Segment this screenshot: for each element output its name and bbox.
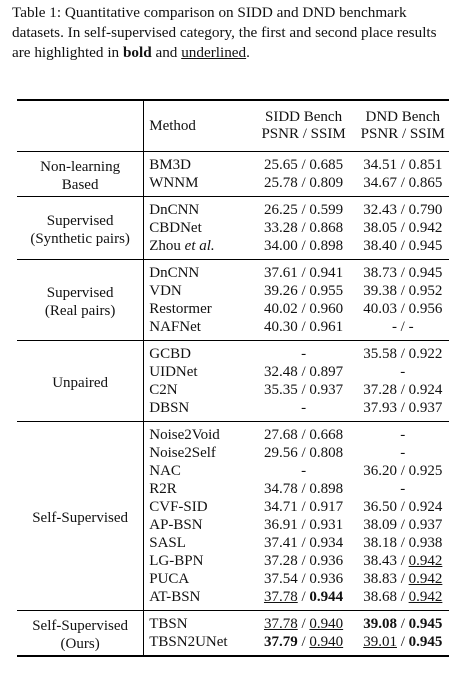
dnd-cell (357, 444, 449, 462)
method-cell (144, 318, 251, 341)
method-cell (144, 480, 251, 498)
method-cell (144, 174, 251, 197)
method-name: DnCNN (149, 202, 200, 218)
sidd-cell: 37.79 / 0.940 (263, 634, 344, 650)
sidd-cell: 33.28 / 0.868 (263, 220, 344, 236)
method-cell (144, 422, 251, 445)
dnd-cell-ssim: 0.925 (408, 463, 443, 479)
method-cell (144, 381, 251, 399)
sidd-cell-psnr: 34.71 (263, 499, 298, 515)
sidd-cell: 26.25 / 0.599 (263, 202, 344, 218)
sidd-cell-psnr: 40.02 (263, 301, 298, 317)
sidd-cell-ssim: 0.668 (309, 427, 344, 443)
method-name: DBSN (149, 400, 190, 416)
method-cell (144, 516, 251, 534)
sidd-cell-ssim: 0.897 (309, 364, 344, 380)
category-cell (17, 197, 144, 260)
method-name: LG-BPN (149, 553, 204, 569)
dnd-cell-psnr: 38.05 (363, 220, 397, 236)
sidd-cell-ssim: 0.941 (309, 265, 344, 281)
dnd-cell: 39.38 / 0.952 (363, 283, 443, 299)
method-name: BM3D (149, 157, 191, 173)
dnd-cell: 36.50 / 0.924 (363, 499, 443, 515)
dnd-cell-ssim: 0.790 (408, 202, 443, 218)
dnd-cell-psnr: 37.28 (363, 382, 397, 398)
method-cell (144, 260, 251, 283)
sidd-cell-psnr: 39.26 (263, 283, 298, 299)
category-label: Non-learning (40, 159, 121, 175)
sidd-cell (251, 399, 357, 422)
method-name: CBDNet (149, 220, 202, 236)
method-name: CVF-SID (149, 499, 208, 515)
category-sublabel: (Synthetic pairs) (30, 231, 130, 247)
method-cell (144, 341, 251, 364)
category-label: Self-Supervised (32, 510, 129, 526)
method-cell (144, 444, 251, 462)
sidd-cell-ssim: 0.868 (309, 220, 344, 236)
dnd-cell: 34.51 / 0.851 (363, 157, 443, 173)
header-method: Method (144, 100, 251, 152)
dnd-cell: 38.73 / 0.945 (363, 265, 443, 281)
category-sublabel: (Ours) (60, 636, 100, 652)
sidd-cell-psnr: 40.30 (263, 319, 298, 335)
header-dnd-title: DND Bench (365, 109, 441, 125)
caption-underline-word: underlined (181, 44, 247, 61)
method-cell (144, 282, 251, 300)
table-row (17, 611, 449, 634)
sidd-cell-psnr: 37.78 (263, 616, 298, 632)
table-header (17, 100, 449, 152)
category-cell (17, 260, 144, 341)
dnd-cell: 38.09 / 0.937 (363, 517, 443, 533)
sidd-cell: 34.71 / 0.917 (263, 499, 344, 515)
dnd-cell: 38.05 / 0.942 (363, 220, 443, 236)
dnd-cell-ssim: 0.945 (408, 634, 443, 650)
header-dnd-metric: PSNR / SSIM (360, 126, 445, 142)
method-cell (144, 197, 251, 220)
sidd-cell: 40.02 / 0.960 (263, 301, 344, 317)
method-cell (144, 219, 251, 237)
category-cell (17, 422, 144, 611)
sidd-cell-psnr: 37.79 (263, 634, 298, 650)
category-sublabel: (Real pairs) (44, 303, 116, 319)
category-cell (17, 152, 144, 197)
method-cell (144, 152, 251, 175)
method-name: AP-BSN (149, 517, 203, 533)
sidd-cell-ssim: 0.940 (309, 616, 344, 632)
dnd-cell-ssim: 0.938 (408, 535, 443, 551)
table-row (17, 341, 449, 364)
dnd-cell-psnr: 35.58 (363, 346, 397, 362)
sidd-cell: 40.30 / 0.961 (263, 319, 344, 335)
method-name: TBSN (149, 616, 188, 632)
dnd-cell-ssim: 0.937 (408, 517, 443, 533)
table-row (17, 422, 449, 445)
method-name: TBSN2UNet (149, 634, 228, 650)
sidd-cell-ssim: 0.931 (309, 517, 344, 533)
dnd-cell-psnr: 34.51 (363, 157, 397, 173)
header-category-cell (17, 100, 144, 152)
dnd-cell-psnr: 38.09 (363, 517, 397, 533)
dnd-cell-ssim: 0.942 (408, 571, 443, 587)
dnd-cell: 37.93 / 0.937 (363, 400, 443, 416)
dnd-cell-ssim: 0.956 (408, 301, 443, 317)
method-suffix: et al. (184, 238, 215, 254)
dnd-cell (357, 318, 449, 341)
header-sidd-metric: PSNR / SSIM (261, 126, 346, 142)
sidd-cell-psnr: 36.91 (263, 517, 298, 533)
comparison-table (17, 99, 449, 657)
sidd-cell-ssim: 0.936 (309, 553, 344, 569)
dnd-cell-psnr: 38.43 (363, 553, 397, 569)
group-1 (17, 197, 449, 260)
caption-end: . (246, 44, 250, 61)
sidd-cell-ssim: 0.936 (309, 571, 344, 587)
method-name: Restormer (149, 301, 212, 317)
sidd-cell: 37.41 / 0.934 (263, 535, 344, 551)
table-caption (12, 3, 458, 63)
method-cell (144, 588, 251, 611)
category-label: Supervised (46, 213, 114, 229)
dnd-cell-ssim: 0.945 (408, 616, 443, 632)
group-3 (17, 341, 449, 422)
sidd-cell-text: - (301, 463, 307, 479)
dnd-cell-psnr: 38.40 (363, 238, 397, 254)
caption-and: and (151, 44, 182, 61)
sidd-cell-ssim: 0.940 (309, 634, 344, 650)
dnd-cell-psnr: 39.38 (363, 283, 397, 299)
dnd-cell-psnr: 36.20 (363, 463, 397, 479)
dnd-cell: 34.67 / 0.865 (363, 175, 443, 191)
sidd-cell-psnr: 37.61 (263, 265, 298, 281)
method-cell (144, 363, 251, 381)
dnd-cell-text: - (400, 364, 406, 380)
dnd-cell: 39.08 / 0.945 (363, 616, 443, 632)
sidd-cell-psnr: 35.35 (263, 382, 298, 398)
sidd-cell-ssim: 0.599 (309, 202, 344, 218)
dnd-cell: 38.40 / 0.945 (363, 238, 443, 254)
method-name: R2R (149, 481, 177, 497)
group-5 (17, 611, 449, 657)
sidd-cell-psnr: 37.78 (263, 589, 298, 605)
dnd-cell-psnr: 36.50 (363, 499, 397, 515)
sidd-cell-ssim: 0.898 (309, 481, 344, 497)
dnd-cell-psnr: 38.18 (363, 535, 397, 551)
dnd-cell-psnr: 38.83 (363, 571, 397, 587)
method-cell (144, 552, 251, 570)
dnd-cell-psnr: 38.73 (363, 265, 397, 281)
group-2 (17, 260, 449, 341)
category-cell (17, 341, 144, 422)
table-row (17, 197, 449, 220)
sidd-cell-ssim: 0.960 (309, 301, 344, 317)
method-name: C2N (149, 382, 178, 398)
dnd-cell-ssim: 0.865 (408, 175, 443, 191)
dnd-cell-ssim: 0.924 (408, 382, 443, 398)
dnd-cell-psnr: 32.43 (363, 202, 397, 218)
method-name: Noise2Self (149, 445, 216, 461)
sidd-cell: 37.78 / 0.940 (263, 616, 344, 632)
sidd-cell-ssim: 0.937 (309, 382, 344, 398)
header-row (17, 100, 449, 152)
sidd-cell-psnr: 34.78 (263, 481, 298, 497)
method-name: AT-BSN (149, 589, 201, 605)
dnd-cell-ssim: 0.942 (408, 589, 443, 605)
sidd-cell: 37.61 / 0.941 (263, 265, 344, 281)
sidd-cell: 35.35 / 0.937 (263, 382, 344, 398)
dnd-cell (357, 363, 449, 381)
method-cell (144, 611, 251, 634)
dnd-cell-psnr: 39.01 (363, 634, 397, 650)
method-cell (144, 237, 251, 260)
dnd-cell (357, 480, 449, 498)
dnd-cell-text: - (400, 481, 406, 497)
dnd-cell-psnr: 37.93 (363, 400, 397, 416)
sidd-cell-psnr: 25.78 (263, 175, 298, 191)
sidd-cell-ssim: 0.685 (309, 157, 344, 173)
dnd-cell-ssim: 0.937 (408, 400, 443, 416)
category-label: Self-Supervised (32, 618, 129, 634)
sidd-cell: 29.56 / 0.808 (263, 445, 344, 461)
method-cell (144, 462, 251, 480)
dnd-cell: 40.03 / 0.956 (363, 301, 443, 317)
method-cell (144, 300, 251, 318)
method-cell (144, 633, 251, 656)
sidd-cell-ssim: 0.961 (309, 319, 344, 335)
sidd-cell-psnr: 26.25 (263, 202, 298, 218)
sidd-cell-ssim: 0.898 (309, 238, 344, 254)
method-cell (144, 570, 251, 588)
sidd-cell: 27.68 / 0.668 (263, 427, 344, 443)
table-row (17, 260, 449, 283)
sidd-cell-psnr: 27.68 (263, 427, 298, 443)
dnd-cell-ssim: 0.851 (408, 157, 443, 173)
dnd-cell: 32.43 / 0.790 (363, 202, 443, 218)
sidd-cell-psnr: 34.00 (263, 238, 298, 254)
dnd-cell: 37.28 / 0.924 (363, 382, 443, 398)
dnd-cell-ssim: 0.952 (408, 283, 443, 299)
header-sidd (251, 100, 357, 152)
sidd-cell: 37.54 / 0.936 (263, 571, 344, 587)
dnd-cell-ssim: 0.922 (408, 346, 443, 362)
method-name: NAC (149, 463, 181, 479)
sidd-cell: 37.28 / 0.936 (263, 553, 344, 569)
method-cell (144, 498, 251, 516)
sidd-cell: 37.78 / 0.944 (263, 589, 344, 605)
method-name: UIDNet (149, 364, 198, 380)
caption-bold-word: bold (122, 44, 152, 61)
dnd-cell-ssim: 0.924 (408, 499, 443, 515)
method-name: Noise2Void (149, 427, 220, 443)
method-cell (144, 399, 251, 422)
dnd-cell: 38.43 / 0.942 (363, 553, 443, 569)
category-label: Supervised (46, 285, 114, 301)
sidd-cell-text: - (301, 346, 307, 362)
dnd-cell: 38.18 / 0.938 (363, 535, 443, 551)
sidd-cell-psnr: 29.56 (263, 445, 298, 461)
sidd-cell-ssim: 0.917 (309, 499, 344, 515)
dnd-cell-psnr: 40.03 (363, 301, 397, 317)
sidd-cell-psnr: 32.48 (263, 364, 298, 380)
category-cell (17, 611, 144, 657)
header-sidd-title: SIDD Bench (265, 109, 343, 125)
method-name: GCBD (149, 346, 191, 362)
sidd-cell: 25.78 / 0.809 (263, 175, 344, 191)
dnd-cell-ssim: 0.942 (408, 553, 443, 569)
dnd-cell-text: - (400, 445, 406, 461)
method-name: NAFNet (149, 319, 201, 335)
dnd-cell: 39.01 / 0.945 (363, 634, 443, 650)
sidd-cell-ssim: 0.809 (309, 175, 344, 191)
category-label: Unpaired (52, 375, 109, 391)
sidd-cell: 39.26 / 0.955 (263, 283, 344, 299)
sidd-cell-ssim: 0.934 (309, 535, 344, 551)
dnd-cell: 35.58 / 0.922 (363, 346, 443, 362)
dnd-cell: 38.68 / 0.942 (363, 589, 443, 605)
group-4 (17, 422, 449, 611)
sidd-cell: 34.00 / 0.898 (263, 238, 344, 254)
sidd-cell-ssim: 0.808 (309, 445, 344, 461)
dnd-cell-ssim: 0.945 (408, 265, 443, 281)
dnd-cell-ssim: 0.945 (408, 238, 443, 254)
dnd-cell: 38.83 / 0.942 (363, 571, 443, 587)
method-cell (144, 534, 251, 552)
dnd-cell-psnr: 34.67 (363, 175, 397, 191)
category-sublabel: Based (61, 177, 99, 193)
sidd-cell-text: - (301, 400, 307, 416)
sidd-cell: 25.65 / 0.685 (263, 157, 344, 173)
sidd-cell (251, 341, 357, 364)
sidd-cell-psnr: 37.54 (263, 571, 298, 587)
dnd-cell-psnr: 38.68 (363, 589, 397, 605)
method-name: PUCA (149, 571, 190, 587)
sidd-cell: 32.48 / 0.897 (263, 364, 344, 380)
method-name: VDN (149, 283, 182, 299)
header-dnd (357, 100, 449, 152)
sidd-cell-psnr: 25.65 (263, 157, 298, 173)
sidd-cell-ssim: 0.944 (309, 589, 344, 605)
method-name: DnCNN (149, 265, 200, 281)
method-name: SASL (149, 535, 186, 551)
dnd-cell-text: - (400, 427, 406, 443)
sidd-cell: 34.78 / 0.898 (263, 481, 344, 497)
group-0 (17, 152, 449, 197)
dnd-cell (357, 422, 449, 445)
sidd-cell-psnr: 37.28 (263, 553, 298, 569)
dnd-cell-text: - / - (391, 319, 414, 335)
caption-text: Table 1: Quantitative comparison on SIDD and DND benchmark datasets. In self-supervised category, the first and second place results are highlighted in (12, 4, 437, 61)
dnd-cell-ssim: 0.942 (408, 220, 443, 236)
method-name: Zhou (149, 238, 181, 254)
table-row (17, 152, 449, 175)
sidd-cell-psnr: 37.41 (263, 535, 298, 551)
dnd-cell-psnr: 39.08 (363, 616, 397, 632)
sidd-cell (251, 462, 357, 480)
sidd-cell: 36.91 / 0.931 (263, 517, 344, 533)
dnd-cell: 36.20 / 0.925 (363, 463, 443, 479)
sidd-cell-ssim: 0.955 (309, 283, 344, 299)
method-name: WNNM (149, 175, 199, 191)
sidd-cell-psnr: 33.28 (263, 220, 298, 236)
